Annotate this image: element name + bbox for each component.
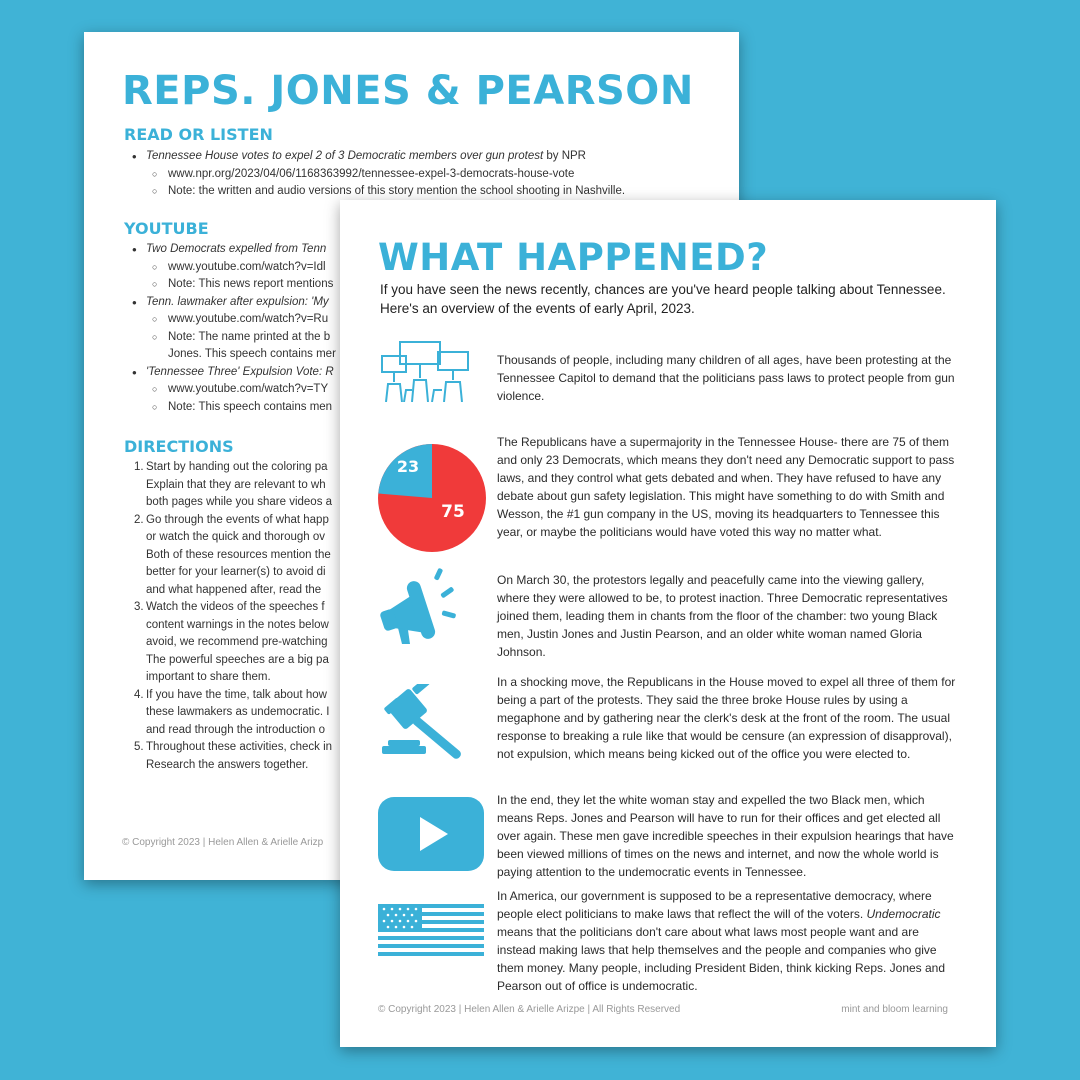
undemocratic-term: Undemocratic bbox=[866, 907, 941, 921]
yt3-title[interactable]: • 'Tennessee Three' Expulsion Vote: R bbox=[124, 364, 354, 382]
paragraph-protests: Thousands of people, including many children of all ages, have been protesting at the Tennessee Capitol to demand that the politicians pass laws to protect people from gun violence. bbox=[497, 353, 955, 403]
read-or-listen-heading: READ OR LISTEN bbox=[124, 125, 273, 144]
directions-list bbox=[124, 459, 344, 774]
pie-label-republicans: 75 bbox=[441, 502, 465, 522]
read-item-source: by NPR bbox=[543, 150, 586, 162]
us-flag-icon bbox=[378, 904, 484, 960]
megaphone-icon bbox=[380, 562, 466, 646]
direction-1: 1. Start by handing out the coloring pa Explain that they are relevant to wh both pages while you share videos a bbox=[134, 461, 333, 508]
intro-text: If you have seen the news recently, chances are you've heard people talking about Tennessee. Here's an overview of the events of early April, 2023. bbox=[380, 282, 946, 316]
youtube-play-icon bbox=[378, 797, 484, 871]
yt2-note-a: ○ Note: The name printed at the b bbox=[124, 329, 354, 347]
back-copyright: © Copyright 2023 | Helen Allen & Arielle Arizp bbox=[122, 837, 324, 848]
yt3-url[interactable]: ○ www.youtube.com/watch?v=TY bbox=[124, 381, 354, 399]
paragraph-undemocratic: In America, our government is supposed to be a representative democracy, where people elect politicians to make laws that reflect the will of the voters. Undemocratic means that the politicians don't care about what laws most people want and are instead making laws that help themselves and the people and companies who give them money. Many people, including President Biden, think kicking Reps. Jones and Pearson out of office is undemocratic. bbox=[497, 889, 946, 993]
directions-heading: DIRECTIONS bbox=[124, 437, 234, 456]
yt2-title[interactable]: • Tenn. lawmaker after expulsion: 'My bbox=[124, 294, 354, 312]
front-page bbox=[340, 200, 996, 1047]
yt1-note: ○ Note: This news report mentions bbox=[124, 276, 354, 294]
direction-5: 5. Throughout these activities, check in Research the answers together. bbox=[134, 741, 333, 771]
front-page-title: WHAT HAPPENED? bbox=[378, 236, 769, 279]
read-note: ○ Note: the written and audio versions of this story mention the school shooting in Nashville. bbox=[124, 183, 724, 201]
front-copyright: © Copyright 2023 | Helen Allen & Arielle Arizpe | All Rights Reserved bbox=[378, 1004, 681, 1015]
read-list bbox=[124, 148, 724, 201]
brand-name: mint and bloom learning bbox=[841, 1004, 948, 1015]
paragraph-march-30: On March 30, the protestors legally and peacefully came into the viewing gallery, where they were allowed to be, to protest inaction. Three Democratic representatives joined them, leading them in chants from the floor of the chamber: two young Black men, Justin Jones and Justin Pearson, and an older white woman named Gloria Johnson. bbox=[497, 573, 948, 659]
direction-3: 3. Watch the videos of the speeches f content warnings in the notes below avoid, we recommend pre-watching The powerful speeches are a big pa important to share them. bbox=[134, 601, 329, 683]
youtube-list bbox=[124, 241, 354, 416]
youtube-heading: YOUTUBE bbox=[124, 219, 209, 238]
back-page-title: REPS. JONES & PEARSON bbox=[122, 68, 694, 114]
read-url[interactable]: ○ www.npr.org/2023/04/06/1168363992/tennessee-expel-3-democrats-house-vote bbox=[124, 166, 724, 184]
paragraph-supermajority: The Republicans have a supermajority in the Tennessee House- there are 75 of them and only 23 Democrats, which means they don't need any Democratic support to pass laws, and they control what gets debated and when. They have refused to have any debate about gun safety legislation. This might have something to do with Smith and Wesson, the #1 gun company in the US, moving its headquarters to Tennessee this year, or maybe the politicians would have voted this way no matter what. bbox=[497, 435, 955, 539]
paragraph-speeches: In the end, they let the white woman stay and expelled the two Black men, which means Reps. Jones and Pearson will have to run for their offices and get elected all over again. These men gave incredible speeches in their expulsion hearings that have been viewed millions of times on the news and internet, and now the whole world is paying attention to the undemocratic events in Tennessee. bbox=[497, 793, 954, 879]
pie-label-democrats: 23 bbox=[396, 457, 420, 476]
gavel-icon bbox=[378, 684, 478, 760]
yt3-note: ○ Note: This speech contains men bbox=[124, 399, 354, 417]
direction-4: 4. If you have the time, talk about how these lawmakers as undemocratic. I and read through the introduction o bbox=[134, 688, 330, 736]
yt2-note-b: Jones. This speech contains mer bbox=[168, 348, 336, 360]
yt2-url[interactable]: ○ www.youtube.com/watch?v=Ru bbox=[124, 311, 354, 329]
read-item-title[interactable]: Tennessee House votes to expel 2 of 3 Democratic members over gun protest bbox=[146, 150, 544, 162]
protest-signs-icon bbox=[378, 338, 478, 402]
yt1-url[interactable]: ○ www.youtube.com/watch?v=Idl bbox=[124, 259, 354, 277]
direction-2: 2. Go through the events of what happ or watch the quick and thorough ov Both of these resources mention the better for your learner(s) to avoid di and what happened after, read the bbox=[134, 513, 331, 596]
paragraph-expulsion-vote: In a shocking move, the Republicans in the House moved to expel all three of them for being a part of the protests. They said the three broke House rules by using a megaphone and by gathering near the clerk's desk at the front of the room. The usual response to breaking a rule like that would be censure (an expression of disapproval), not expulsion, which means being kicked out of the office you were elected to. bbox=[497, 675, 956, 761]
pie-chart-icon bbox=[378, 444, 486, 552]
yt1-title[interactable]: • Two Democrats expelled from Tenn bbox=[124, 241, 354, 259]
